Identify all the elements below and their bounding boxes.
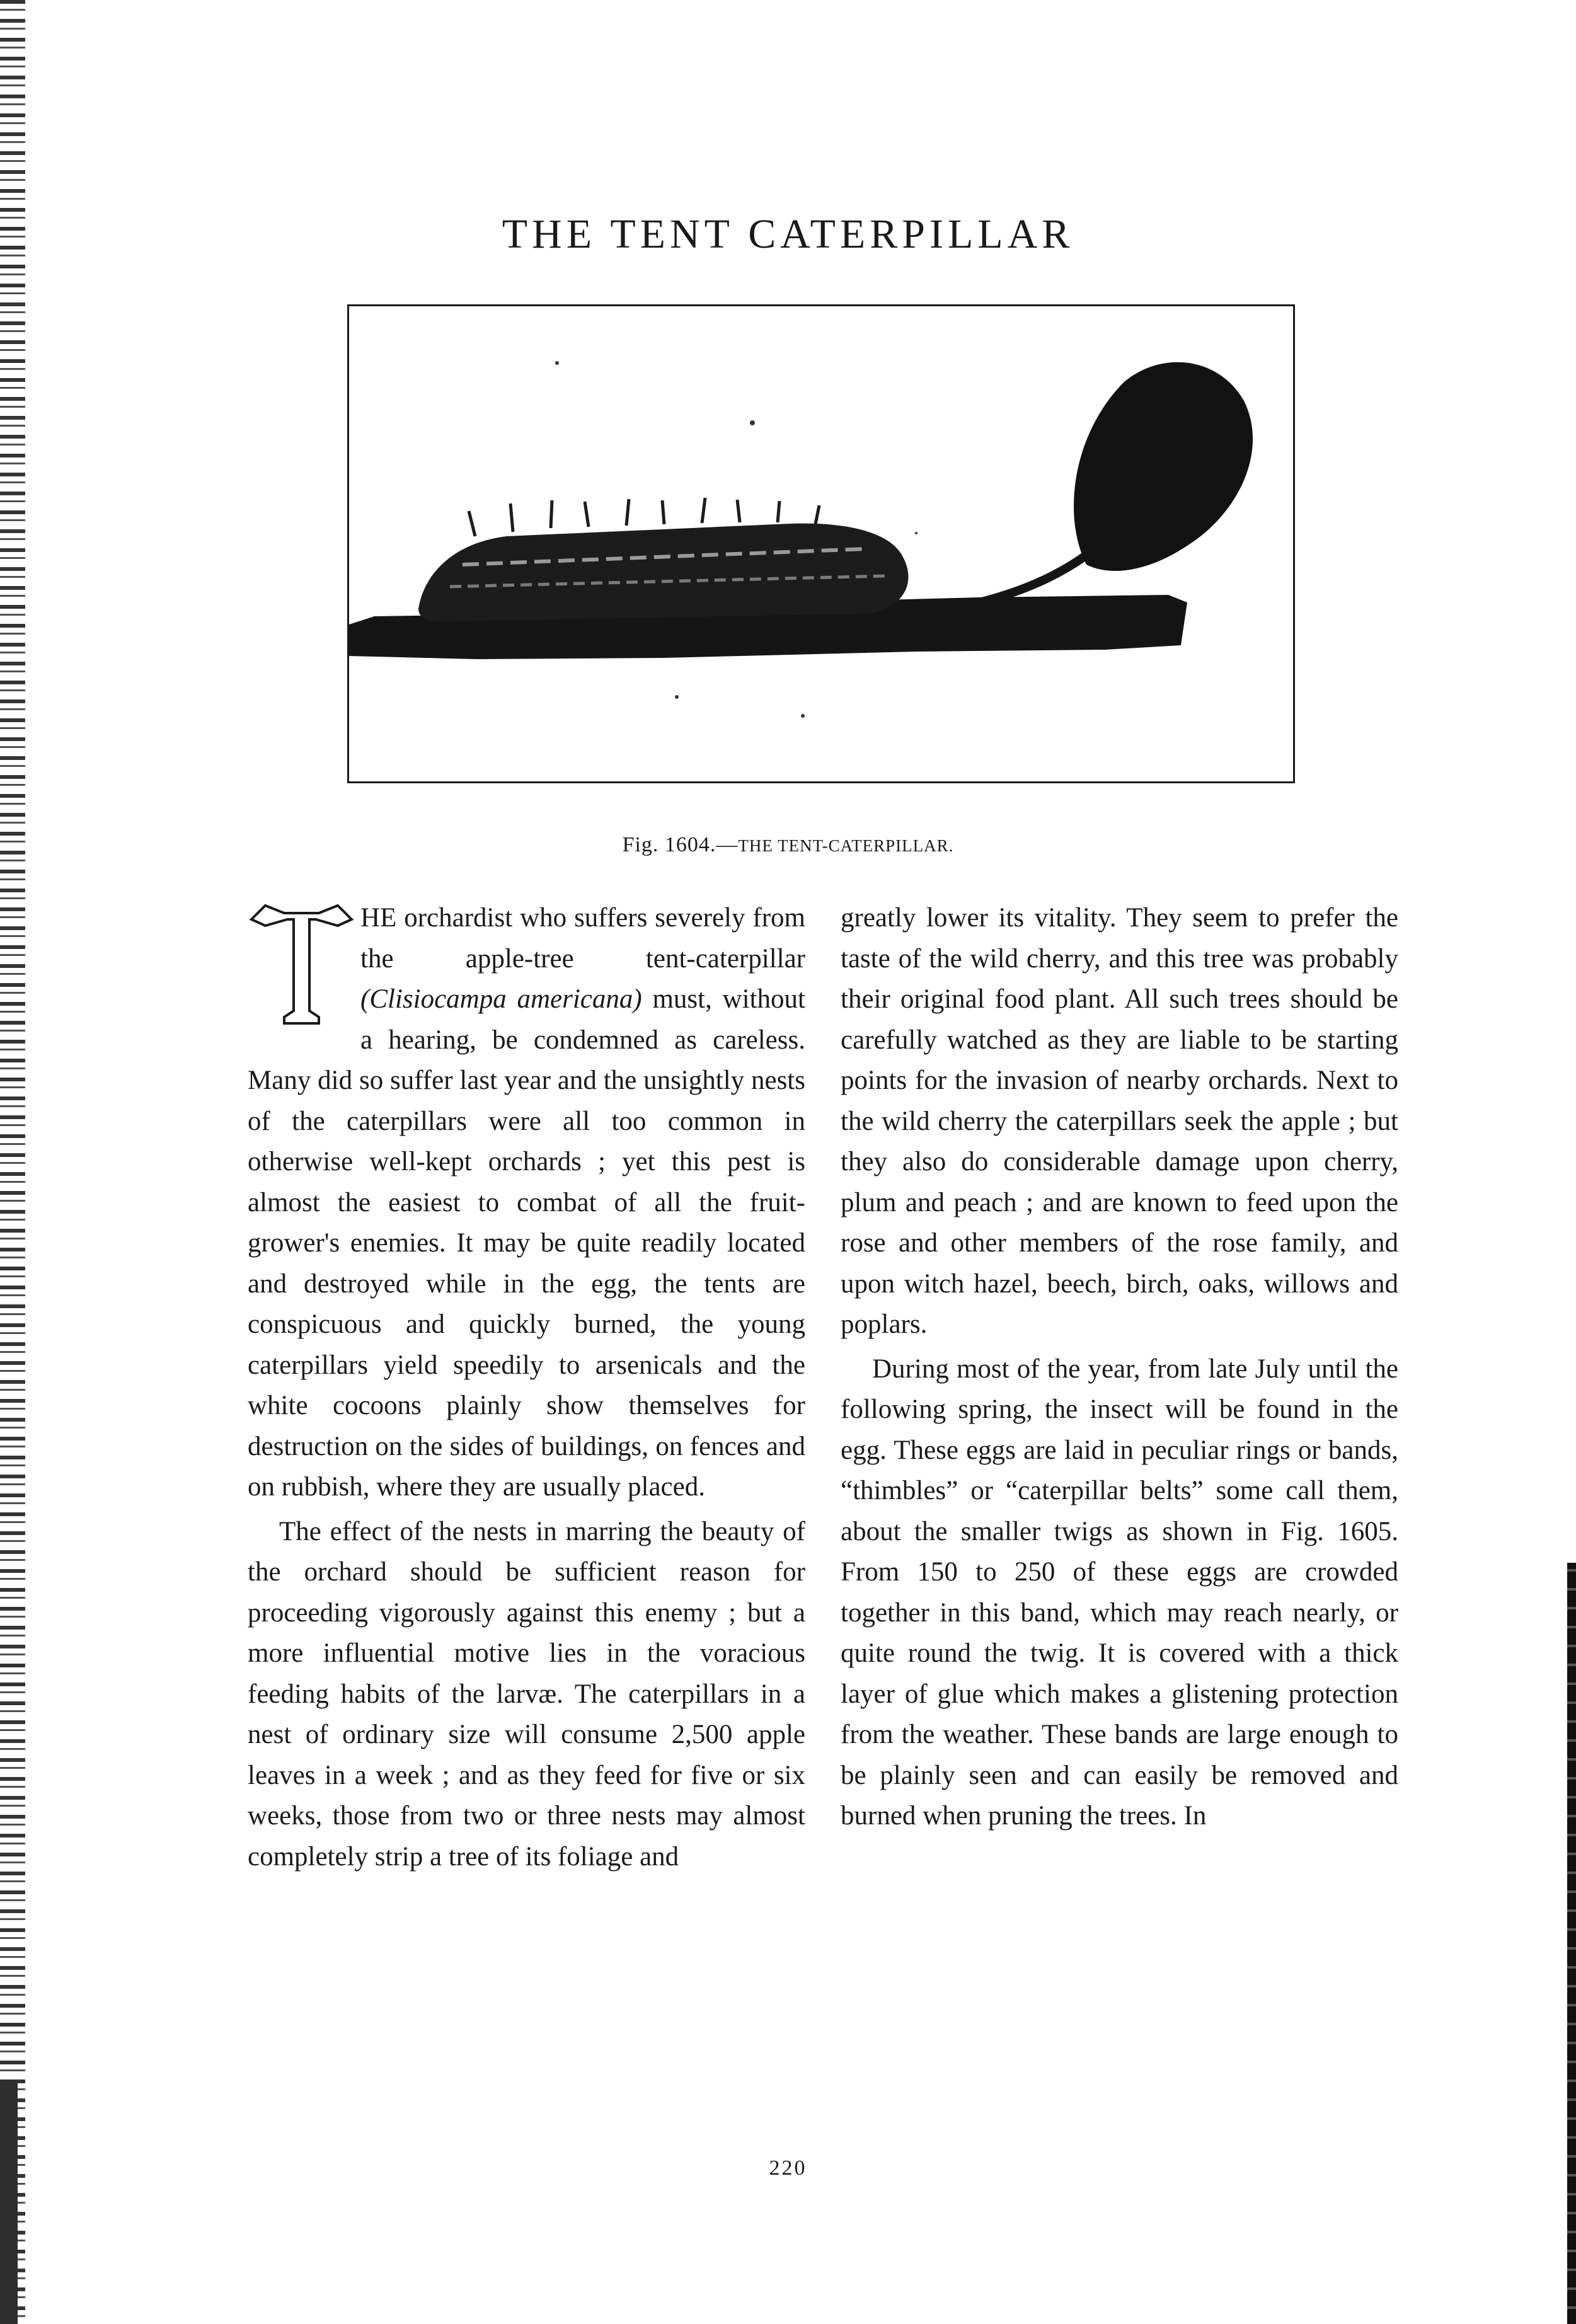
figure-caption [0,833,1576,857]
figure-caption-number: Fig. 1604.— [622,833,739,856]
page-title: THE TENT CATERPILLAR [502,211,1074,258]
text-column-left [248,898,805,1877]
right-paragraph-2: During most of the year, from late July until the following spring, the insect will be found in the egg. These eggs are laid in peculiar rings or bands, “thimbles” or “caterpillar belts” some call them, about the smaller twigs as shown in Fig. 1605. From 150 to 250 of these eggs are crowded together in this band, which may reach nearly, or quite round the twig. It is covered with a thick layer of glue which makes a glistening protection from the weather. These bands are large enough to be plainly seen and can easily be removed and burned when pruning the trees. In [841,1354,1398,1831]
left-paragraph-1-rest: must, without a hearing, be condemned as careless. Many did so suffer last year and the unsightly nests of the caterpillars were all too common in otherwise well-kept orchards ; yet this pest is almost the easiest to combat of all the fruit-grower's enemies. It may be quite readily located and destroyed while in the egg, the tents are conspicuous and quickly burned, the young caterpillars yield speedily to arsenicals and the white cocoons plainly show themselves for destruction on the sides of buildings, on fences and on rubbish, where they are usually placed. [248,984,805,1502]
dropcap-letter: T [301,1004,302,1005]
caterpillar-on-twig-image [349,306,1293,781]
species-name: (Clisiocampa americana) [360,984,642,1014]
scan-edge-left [0,0,25,2324]
right-paragraph-1: greatly lower its vitality. They seem to prefer the taste of the wild cherry, and this tree was probably their original food plant. All such trees should be carefully watched as they are liable to be starting points for the invasion of nearby orchards. Next to the wild cherry the caterpillars seek the apple ; but they also do considerable damage upon cherry, plum and peach ; and are known to feed upon the rose and other members of the rose family, and upon witch hazel, beech, birch, oaks, willows and poplars. [841,903,1398,1339]
figure-caption-title: THE TENT-CATERPILLAR. [738,836,954,855]
dropcap-ornament [246,900,357,1027]
scan-edge-right [1567,1563,1576,2324]
page-number: 220 [769,2156,807,2180]
figure-illustration [347,304,1295,783]
left-paragraph-1-start: HE orchardist who suffers severely from the apple-tree tent-caterpillar [360,903,805,974]
left-paragraph-2: The effect of the nests in marring the beauty of the orchard should be sufficient reason for proceeding vigorously against this enemy ; but a more influential motive lies in the voracious feeding habits of the larvæ. The caterpillars in a nest of ordinary size will consume 2,500 apple leaves in a week ; and as they feed for five or six weeks, those from two or three nests may almost completely strip a tree of its foliage and [248,1516,805,1872]
text-column-right [841,898,1398,1837]
